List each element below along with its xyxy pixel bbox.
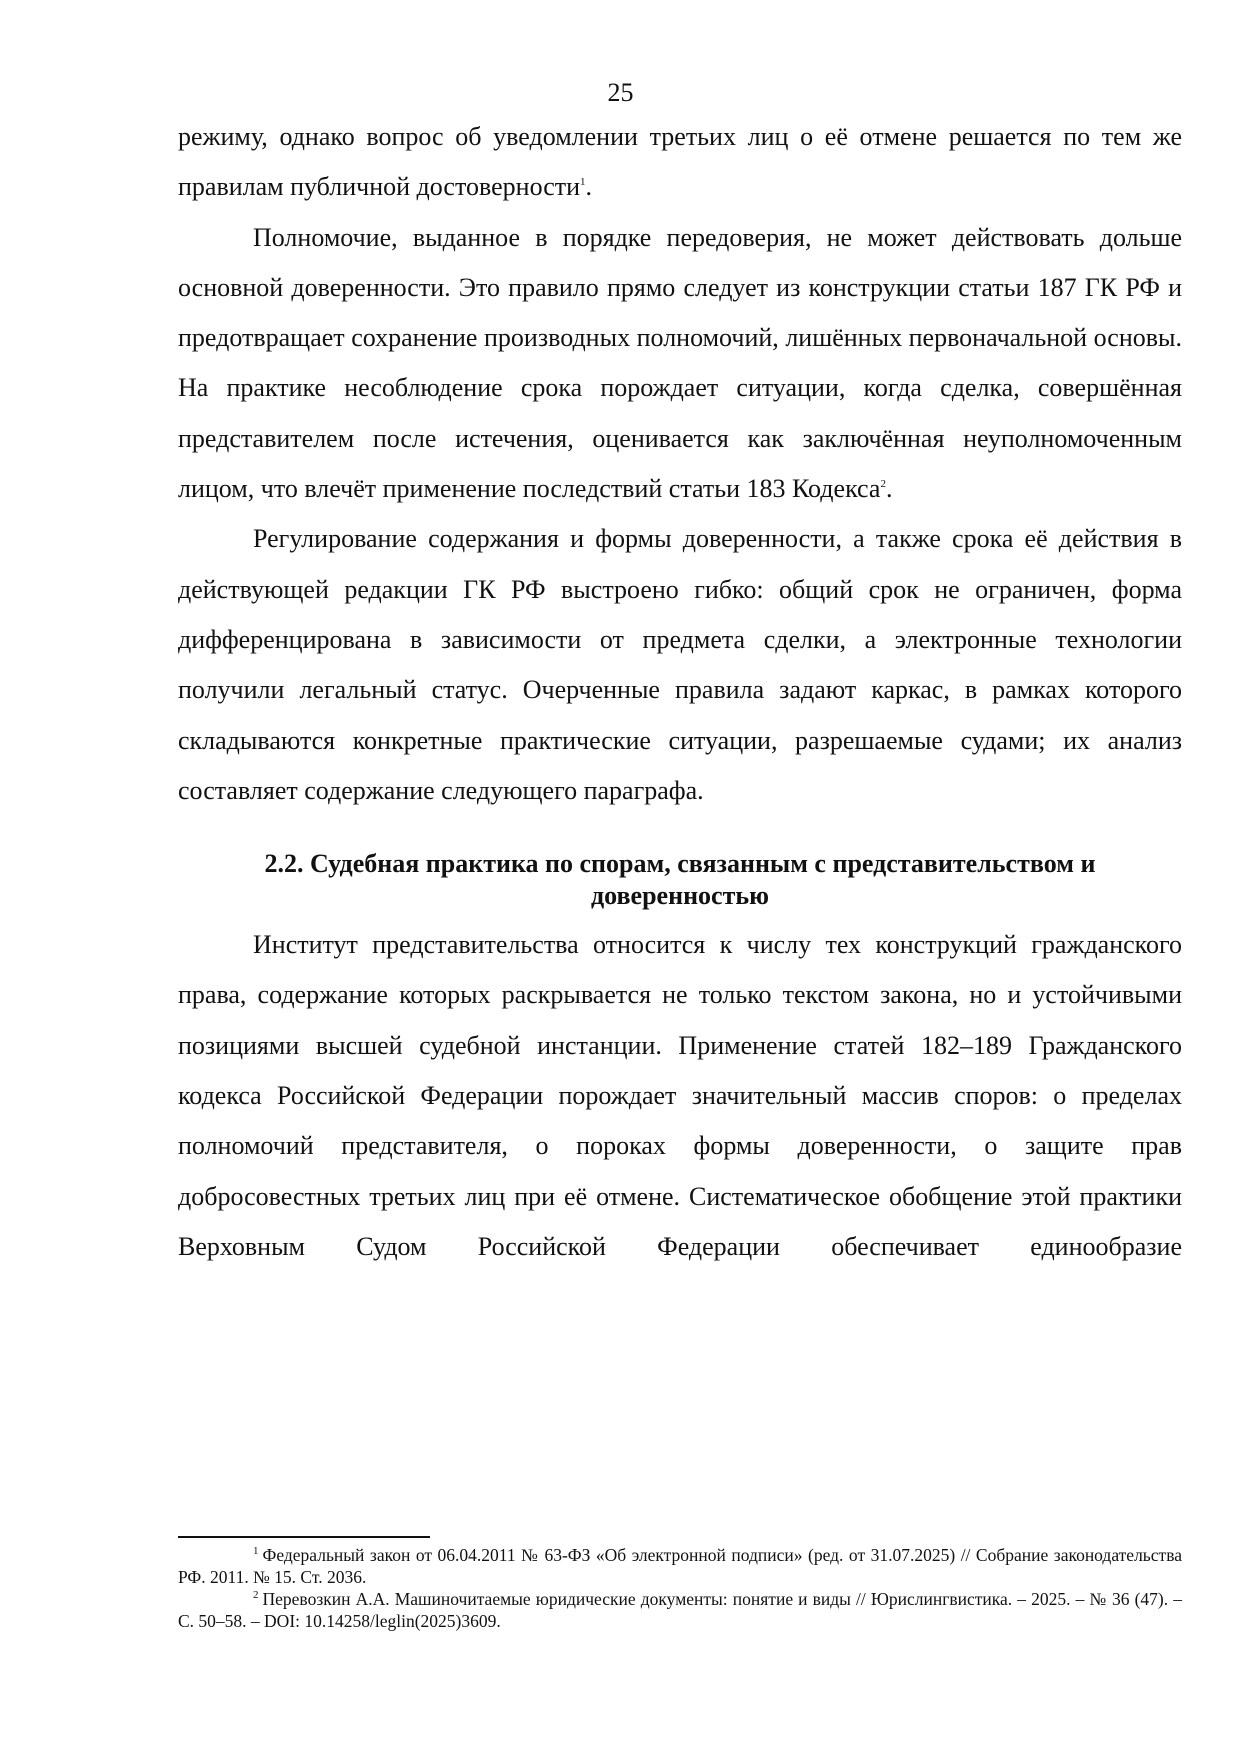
paragraph-text: режиму, однако вопрос об уведомлении третьих лиц о её отмене решается по тем же правилам публичной достоверности [178, 122, 1182, 202]
footnote [178, 1544, 1182, 1588]
footnote-reference[interactable]: 2 [880, 478, 886, 491]
footnotes [178, 1544, 1182, 1632]
footnote [178, 1588, 1182, 1632]
paragraph-continuation [178, 112, 1182, 213]
paragraph: Регулирование содержания и формы доверенности, а также срока её действия в действующей редакции ГК РФ выстроено гибко: общий срок не ограничен, форма дифференцирована в зависимости от предмета сделки, а электронные технологии получили легальный статус. Очерченные правила задают каркас, в рамках которого складываются конкретные практические ситуации, разрешаемые судами; их анализ составляет содержание следующего параграфа. [178, 524, 1182, 805]
footnote-number: 2 [253, 1589, 259, 1601]
paragraph-text: Полномочие, выданное в порядке передоверия, не может действовать дольше основной доверенности. Это правило прямо следует из конструкции статьи 187 ГК РФ и предотвращает сохранение производных полномочий, лишённых первоначальной основы. На практике несоблюдение срока порождает ситуации, когда сделка, совершённая представителем после истечения, оценивается как заключённая неуполномоченным лицом, что влечёт применение последствий статьи 183 Кодекса [178, 222, 1182, 504]
footnote-text: Перевозкин А.А. Машиночитаемые юридические документы: понятие и виды // Юрислингвистика. – 2025. – № 36 (47). – С. 50–58. – DOI: 10.14258/leglin(2025)3609. [178, 1589, 1182, 1631]
footnote-number: 1 [253, 1545, 259, 1557]
footnote-reference[interactable]: 1 [580, 176, 586, 189]
footnote-text: Федеральный закон от 06.04.2011 № 63-ФЗ «Об электронной подписи» (ред. от 31.07.2025) // Собрание законодательства РФ. 2011. № 15. Ст. 2036. [178, 1545, 1182, 1587]
paragraph [178, 213, 1182, 515]
paragraph-end: . [585, 172, 593, 202]
footnote-separator [178, 1536, 430, 1538]
page-number: 25 [607, 78, 634, 107]
section-heading: 2.2. Судебная практика по спорам, связанным с представительством и доверенностью [264, 849, 1096, 911]
paragraph-end: . [885, 474, 893, 504]
paragraph: Институт представительства относится к числу тех конструкций гражданского права, содержание которых раскрывается не только текстом закона, но и устойчивыми позициями высшей судебной инстанции. Применение статей 182–189 Гражданского кодекса Российской Федерации порождает значительный массив споров: о пределах полномочий представителя, о пороках формы доверенности, о защите прав добросовестных третьих лиц при её отмене. Систематическое обобщение этой практики Верховным Судом Российской Федерации обеспечивает единообразие [178, 930, 1182, 1261]
main-text [178, 112, 1182, 1272]
